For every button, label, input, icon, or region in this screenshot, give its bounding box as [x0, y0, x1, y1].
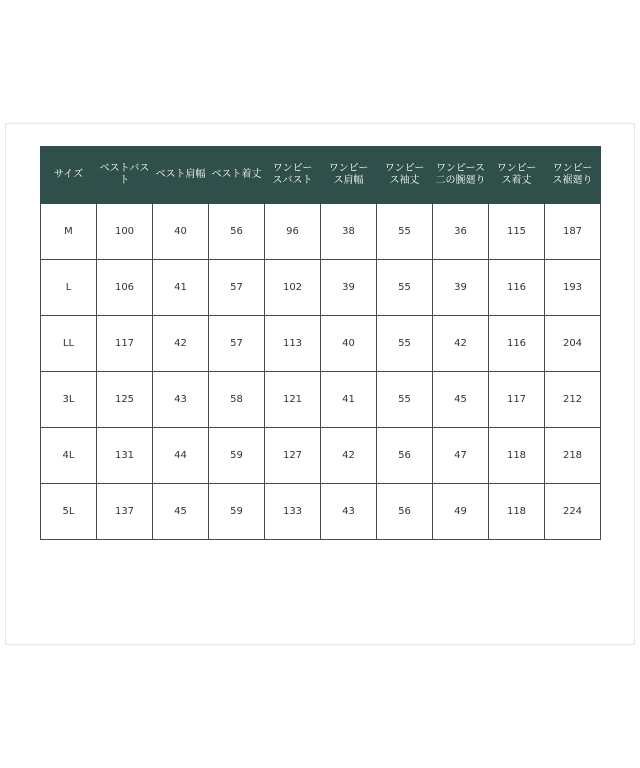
- table-cell: M: [41, 204, 97, 260]
- table-cell: 113: [265, 316, 321, 372]
- header-dress-hem: ワンピー ス裾廻り: [545, 147, 601, 204]
- table-cell: 96: [265, 204, 321, 260]
- header-dress-bust: ワンピー スバスト: [265, 147, 321, 204]
- table-cell: 133: [265, 484, 321, 540]
- table-cell: 102: [265, 260, 321, 316]
- table-cell: 218: [545, 428, 601, 484]
- header-vest-bust: ベストバスト: [97, 147, 153, 204]
- header-vest-length: ベスト着丈: [209, 147, 265, 204]
- table-cell: 106: [97, 260, 153, 316]
- table-row: [41, 204, 601, 260]
- table-cell: 3L: [41, 372, 97, 428]
- table-cell: 118: [489, 484, 545, 540]
- table-cell: 55: [377, 204, 433, 260]
- header-dress-shoulder: ワンピー ス肩幅: [321, 147, 377, 204]
- table-cell: 137: [97, 484, 153, 540]
- table-cell: 125: [97, 372, 153, 428]
- table-cell: 38: [321, 204, 377, 260]
- table-cell: 49: [433, 484, 489, 540]
- table-cell: 100: [97, 204, 153, 260]
- table-cell: 224: [545, 484, 601, 540]
- table-cell: 4L: [41, 428, 97, 484]
- table-cell: 131: [97, 428, 153, 484]
- table-row: [41, 428, 601, 484]
- table-cell: 44: [153, 428, 209, 484]
- table-cell: 57: [209, 316, 265, 372]
- table-cell: 59: [209, 484, 265, 540]
- table-row: [41, 316, 601, 372]
- table-cell: 43: [321, 484, 377, 540]
- table-cell: 117: [97, 316, 153, 372]
- table-cell: 42: [153, 316, 209, 372]
- table-cell: 42: [433, 316, 489, 372]
- table-row: [41, 372, 601, 428]
- table-cell: 36: [433, 204, 489, 260]
- table-cell: 127: [265, 428, 321, 484]
- table-cell: 121: [265, 372, 321, 428]
- table-cell: 56: [377, 484, 433, 540]
- table-cell: L: [41, 260, 97, 316]
- table-cell: 40: [321, 316, 377, 372]
- table-cell: 45: [153, 484, 209, 540]
- table-row: [41, 260, 601, 316]
- table-cell: 39: [433, 260, 489, 316]
- table-cell: 41: [153, 260, 209, 316]
- header-size: サイズ: [41, 147, 97, 204]
- table-cell: 39: [321, 260, 377, 316]
- table-cell: 212: [545, 372, 601, 428]
- header-dress-upper-arm: ワンピース 二の腕廻り: [433, 147, 489, 204]
- table-cell: 117: [489, 372, 545, 428]
- header-vest-shoulder: ベスト肩幅: [153, 147, 209, 204]
- table-cell: 5L: [41, 484, 97, 540]
- header-dress-length: ワンピー ス着丈: [489, 147, 545, 204]
- table-cell: 40: [153, 204, 209, 260]
- table-cell: 41: [321, 372, 377, 428]
- table-cell: 193: [545, 260, 601, 316]
- table-cell: 57: [209, 260, 265, 316]
- table-cell: 116: [489, 260, 545, 316]
- table-cell: 116: [489, 316, 545, 372]
- table-row: [41, 484, 601, 540]
- table-cell: 55: [377, 316, 433, 372]
- table-cell: LL: [41, 316, 97, 372]
- table-cell: 47: [433, 428, 489, 484]
- table-cell: 43: [153, 372, 209, 428]
- table-cell: 118: [489, 428, 545, 484]
- header-row: [41, 147, 601, 204]
- table-cell: 58: [209, 372, 265, 428]
- table-cell: 56: [377, 428, 433, 484]
- table-cell: 204: [545, 316, 601, 372]
- table-cell: 55: [377, 260, 433, 316]
- table-cell: 187: [545, 204, 601, 260]
- table-cell: 55: [377, 372, 433, 428]
- table-cell: 45: [433, 372, 489, 428]
- header-dress-sleeve: ワンピー ス袖丈: [377, 147, 433, 204]
- table-cell: 115: [489, 204, 545, 260]
- table-cell: 42: [321, 428, 377, 484]
- table-cell: 56: [209, 204, 265, 260]
- size-chart-table: [40, 146, 601, 540]
- table-cell: 59: [209, 428, 265, 484]
